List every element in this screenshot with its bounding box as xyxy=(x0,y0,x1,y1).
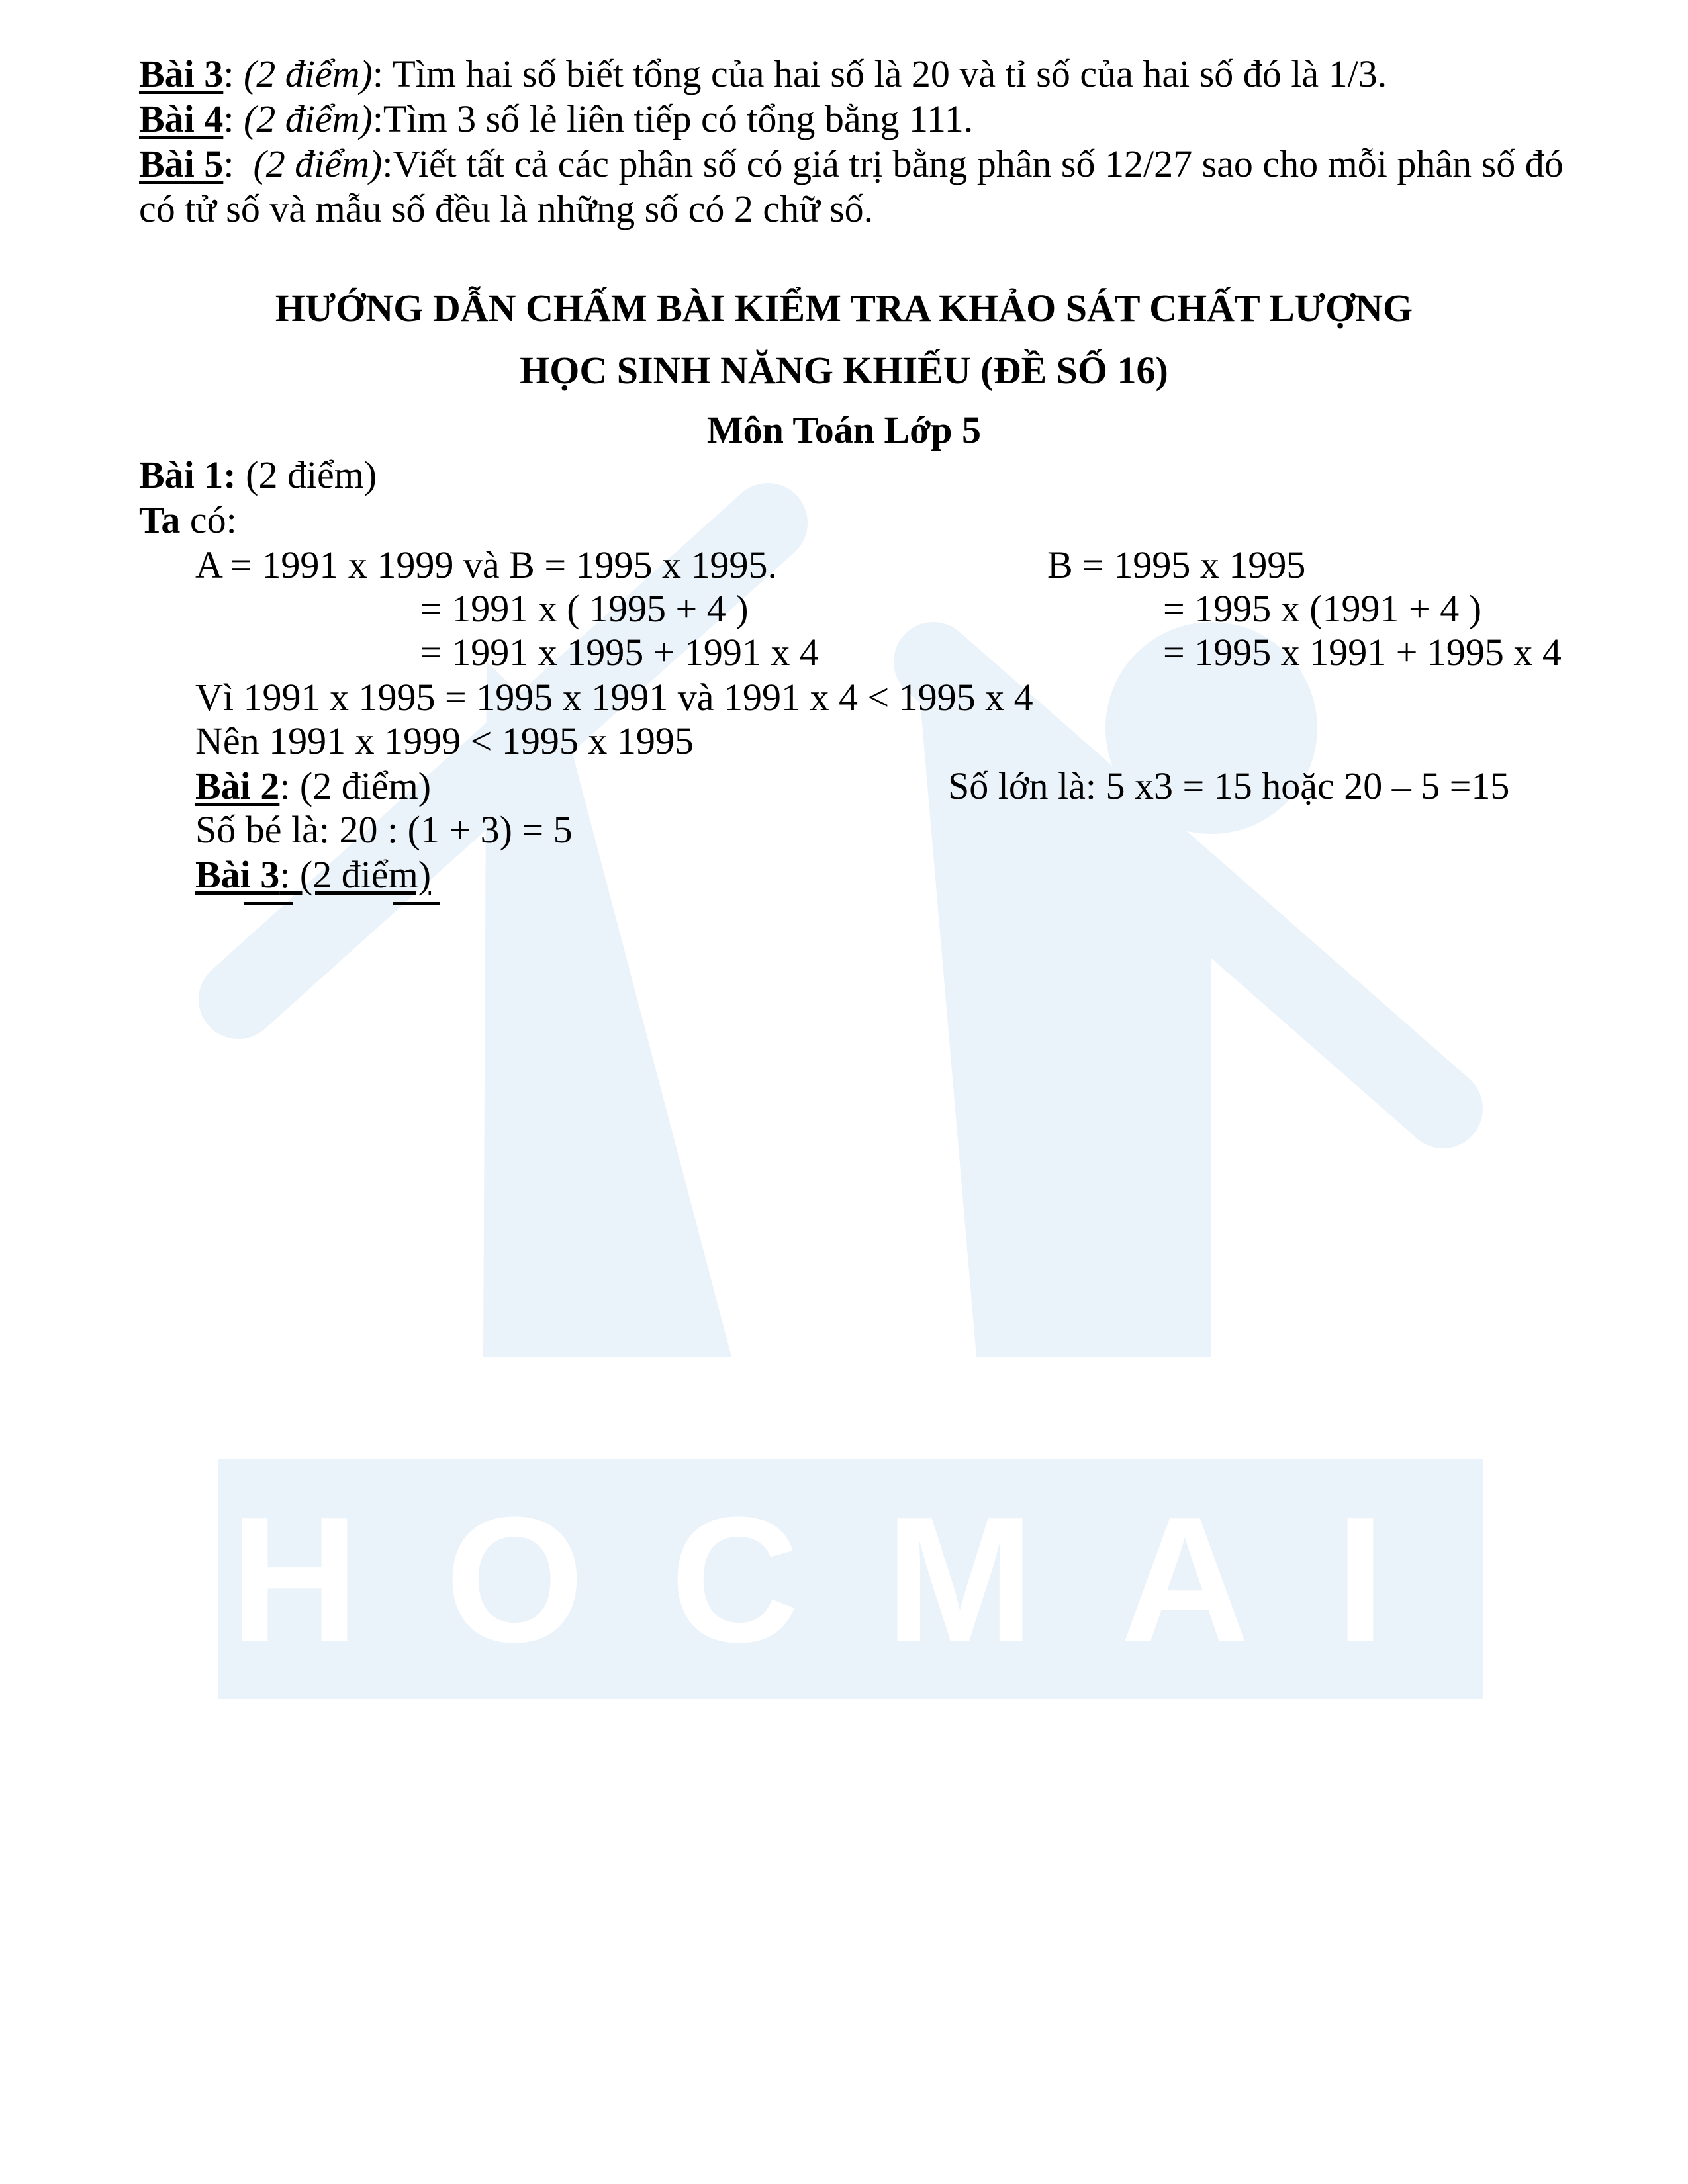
answer-2-small-number: Số bé là: 20 : (1 + 3) = 5 xyxy=(195,808,573,851)
answer-1-intro xyxy=(139,498,237,543)
answer-3-header xyxy=(195,852,431,897)
answer-1-left-line-1: A = 1991 x 1999 và B = 1995 x 1995. xyxy=(195,543,778,586)
question-5-continuation: có tử số và mẫu số đều là những số có 2 chữ số. xyxy=(139,187,874,230)
question-5-points: (2 điểm) xyxy=(253,142,383,185)
answer-3-label: Bài 3 xyxy=(195,853,280,896)
heading-line-1: HƯỚNG DẪN CHẤM BÀI KIỂM TRA KHẢO SÁT CHẤT LƯỢNG xyxy=(275,287,1413,330)
answer-1-header xyxy=(139,453,377,498)
question-5 xyxy=(139,142,1564,187)
question-4 xyxy=(139,97,973,142)
heading-line-3: Môn Toán Lớp 5 xyxy=(706,408,982,451)
answer-1-points: (2 điểm) xyxy=(236,453,377,496)
answer-1-conclusion: Nên 1991 x 1999 < 1995 x 1995 xyxy=(195,719,694,762)
answer-1-left-line-3: = 1991 x 1995 + 1991 x 4 xyxy=(420,631,819,674)
answer-3-points: : (2 điểm) xyxy=(279,853,432,896)
question-5-label: Bài 5 xyxy=(139,142,224,185)
question-4-text: :Tìm 3 số lẻ liên tiếp có tổng bằng 111. xyxy=(372,97,974,140)
answer-2-points: : (2 điểm) xyxy=(279,764,432,807)
answer-1-left-line-2: = 1991 x ( 1995 + 4 ) xyxy=(420,587,749,630)
answer-2-header xyxy=(195,764,431,809)
answer-2-label: Bài 2 xyxy=(195,764,280,807)
question-3-sep: : xyxy=(223,52,234,95)
underline-mark-1 xyxy=(244,902,293,905)
answer-1-reason: Vì 1991 x 1995 = 1995 x 1991 và 1991 x 4 < 1995 x 4 xyxy=(195,676,1033,719)
question-4-label: Bài 4 xyxy=(139,97,224,140)
question-4-points: (2 điểm) xyxy=(243,97,373,140)
watermark-text: HOCMAI xyxy=(230,1480,1472,1680)
question-3-text: : Tìm hai số biết tổng của hai số là 20 và tỉ số của hai số đó là 1/3. xyxy=(372,52,1387,95)
question-4-sep: : xyxy=(223,97,234,140)
question-3 xyxy=(139,52,1387,97)
underline-mark-2 xyxy=(393,902,440,905)
question-5-text: :Viết tất cả các phân số có giá trị bằng phân số 12/27 sao cho mỗi phân số đó xyxy=(382,142,1564,185)
answer-1-right-line-3: = 1995 x 1991 + 1995 x 4 xyxy=(1163,631,1562,674)
answer-1-co: có: xyxy=(180,498,237,541)
answer-1-right-line-1: B = 1995 x 1995 xyxy=(1047,543,1306,586)
question-3-points: (2 điểm) xyxy=(243,52,373,95)
answer-1-ta: Ta xyxy=(139,498,181,541)
answer-1-label: Bài 1: xyxy=(139,453,236,496)
question-3-label: Bài 3 xyxy=(139,52,224,95)
answer-1-right-line-2: = 1995 x (1991 + 4 ) xyxy=(1163,587,1482,630)
question-5-sep: : xyxy=(223,142,234,185)
heading-line-2: HỌC SINH NĂNG KHIẾU (ĐỀ SỐ 16) xyxy=(520,349,1168,392)
answer-2-big-number: Số lớn là: 5 x3 = 15 hoặc 20 – 5 =15 xyxy=(948,764,1510,807)
